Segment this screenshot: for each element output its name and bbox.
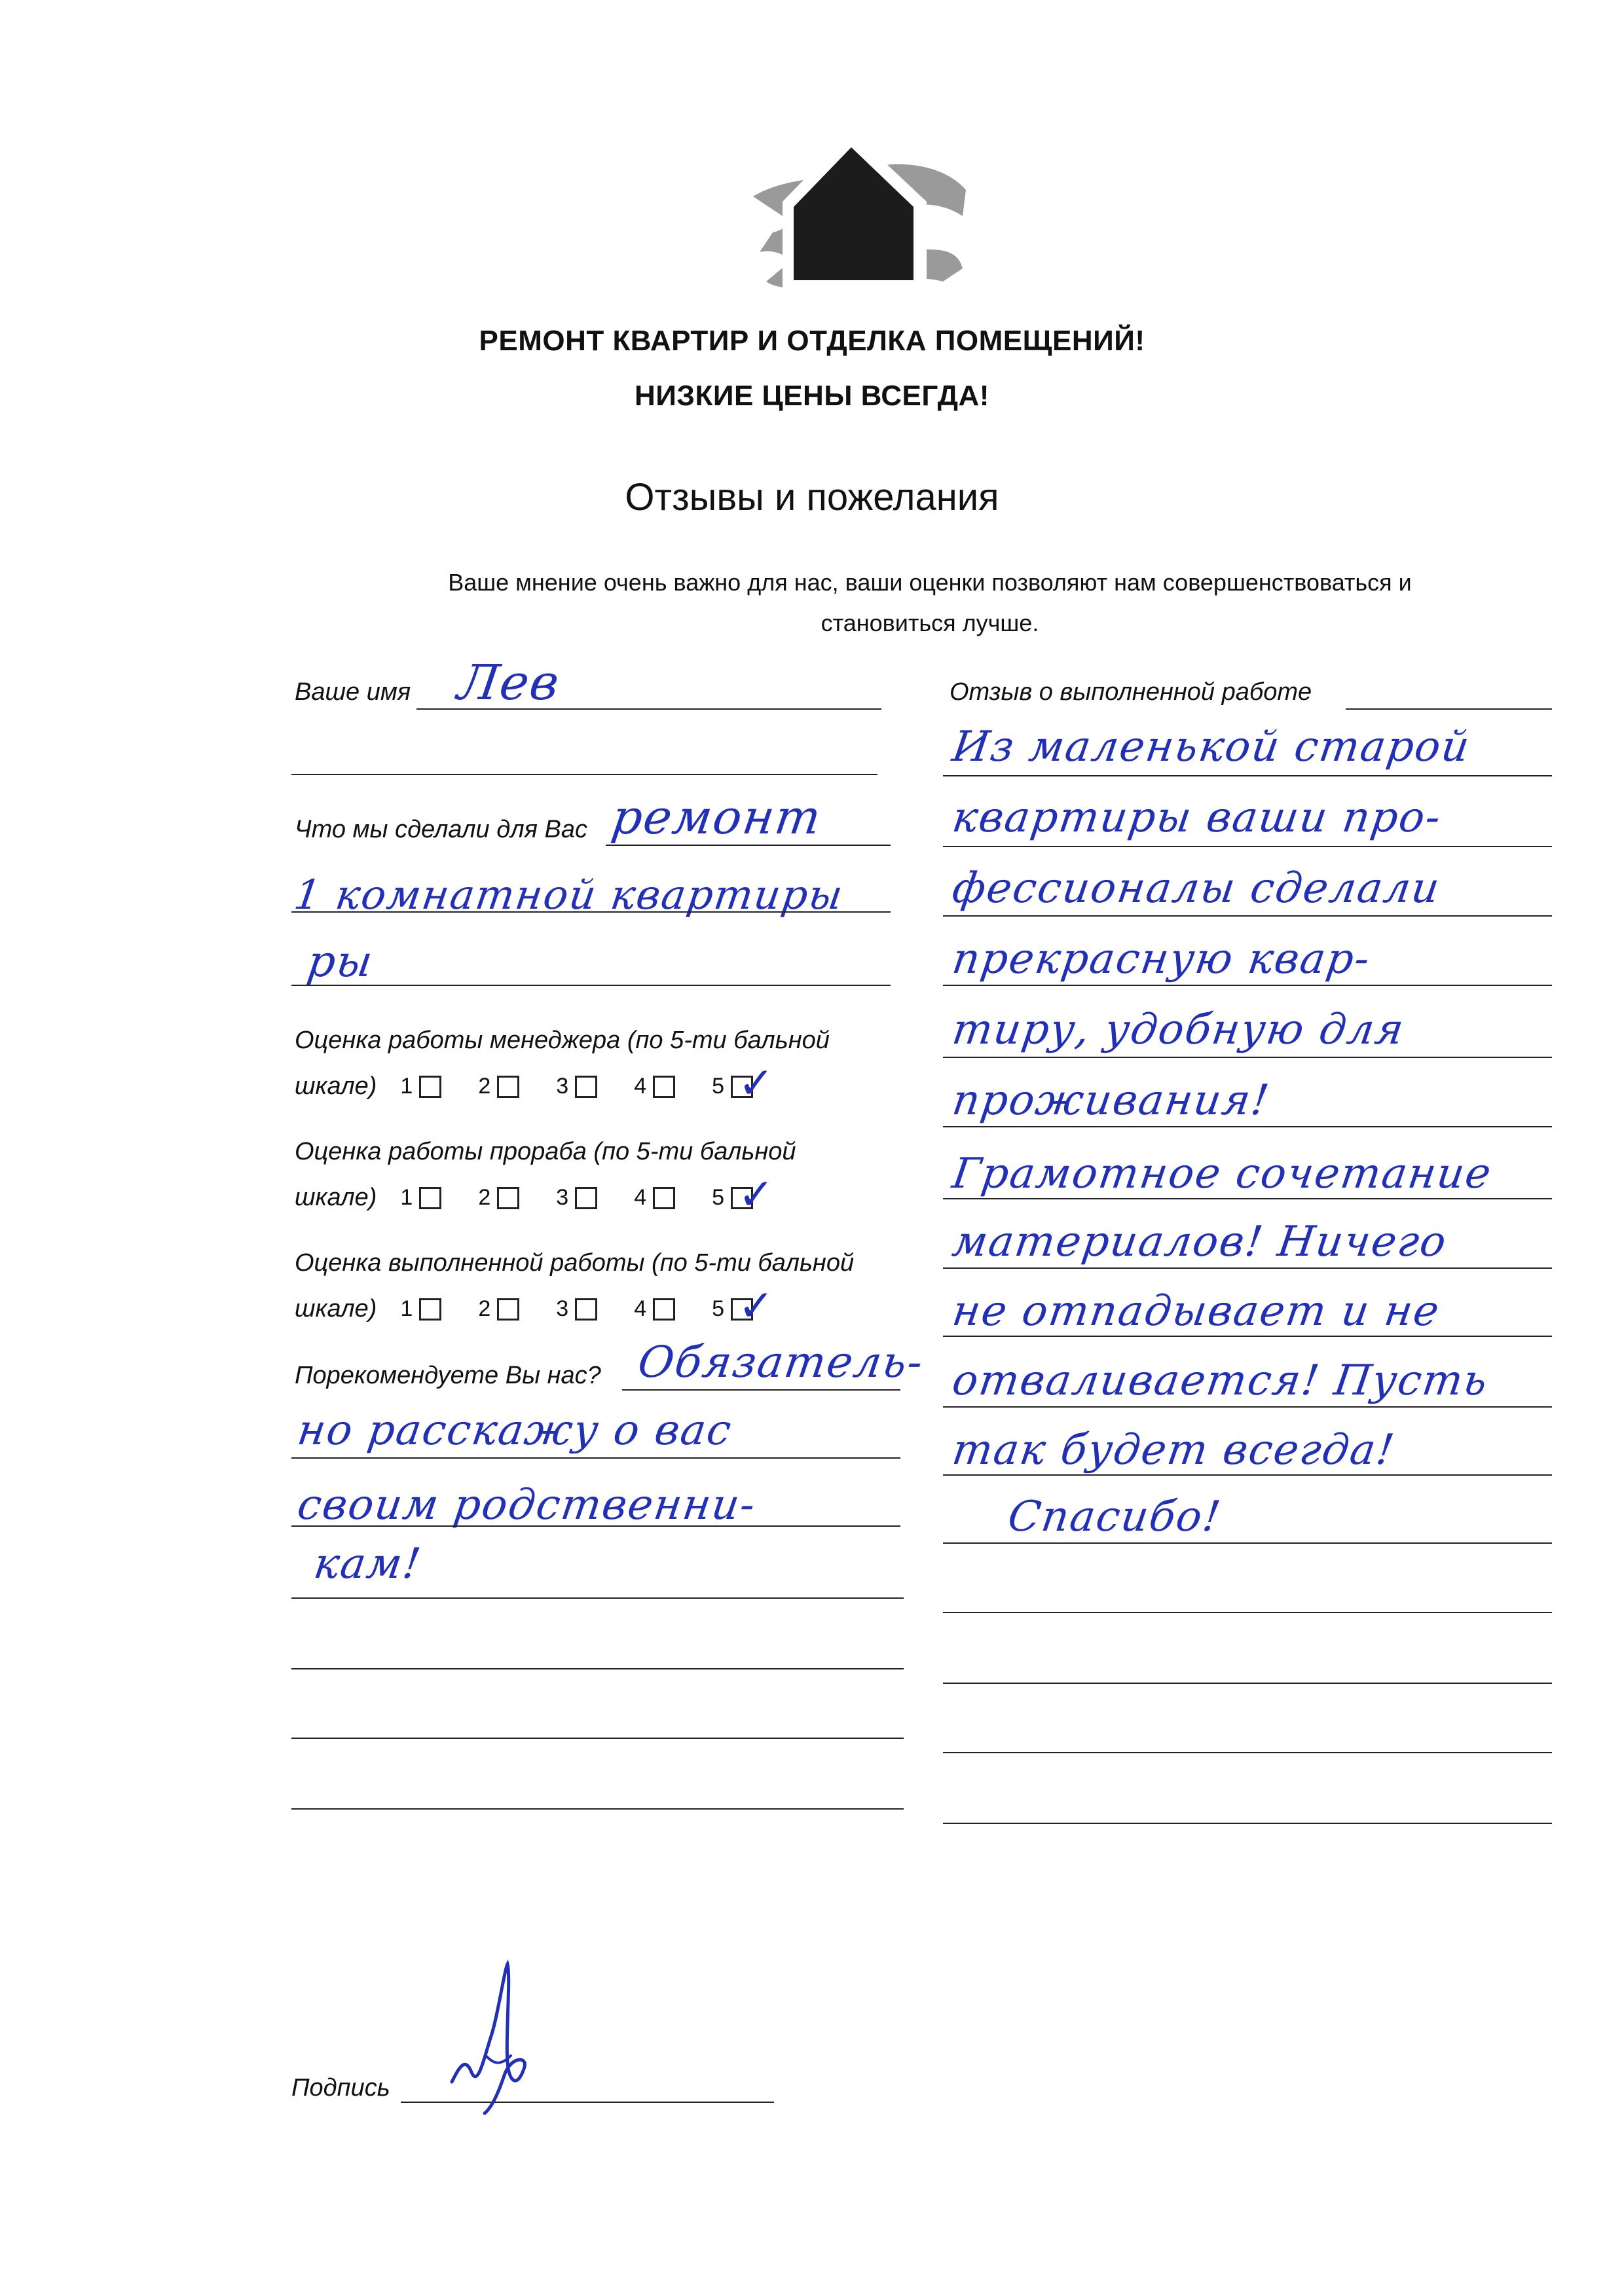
recommend-underline-6[interactable] (291, 1738, 904, 1739)
foreman-opt-5-label: 5 (712, 1185, 725, 1210)
work-scale-word: шкале) (295, 1295, 377, 1322)
work-opt-1-label: 1 (400, 1296, 413, 1321)
review-line-8: материалов! Ничего (949, 1218, 1450, 1266)
manager-opt-3-label: 3 (556, 1074, 569, 1099)
review-underline-14[interactable] (943, 1683, 1552, 1684)
work-rating-5-checkbox[interactable] (731, 1280, 775, 1331)
recommend-underline-4[interactable] (291, 1597, 904, 1599)
work-rating-1-checkbox[interactable] (419, 1298, 441, 1321)
foreman-rating-1-checkbox[interactable] (419, 1187, 441, 1209)
headline-line-1: РЕМОНТ КВАРТИР И ОТДЕЛКА ПОМЕЩЕНИЙ! (479, 325, 1145, 357)
recommend-underline-1[interactable] (622, 1389, 900, 1391)
check-mark-icon: ✓ (738, 1169, 775, 1220)
page-title: Отзывы и пожелания (625, 476, 999, 519)
foreman-rating-5-checkbox[interactable] (731, 1169, 775, 1220)
work-opt-4-label: 4 (634, 1296, 647, 1321)
review-underline-1[interactable] (943, 775, 1552, 776)
foreman-rating-3-checkbox[interactable] (575, 1187, 597, 1209)
manager-rating-3-checkbox[interactable] (575, 1076, 597, 1098)
manager-rating-1-checkbox[interactable] (419, 1076, 441, 1098)
did-handwritten-1: ремонт (608, 790, 826, 845)
review-underline-2[interactable] (943, 846, 1552, 847)
did-handwritten-2: 1 комнатной квартиры (291, 871, 847, 919)
handwritten-signature (445, 1958, 550, 2115)
foreman-opt-1-label: 1 (400, 1185, 413, 1210)
foreman-rating-label: Оценка работы прораба (по 5-ти бальной (295, 1138, 796, 1165)
check-mark-icon: ✓ (738, 1057, 775, 1108)
manager-opt-5-label: 5 (712, 1074, 725, 1099)
review-line-1: Из маленькой старой (949, 723, 1473, 771)
review-underline-13[interactable] (943, 1612, 1552, 1613)
did-underline-3[interactable] (291, 985, 891, 986)
foreman-rating-4-checkbox[interactable] (653, 1187, 675, 1209)
review-line-10: отваливается! Пусть (949, 1357, 1492, 1405)
intro-line-2: становиться лучше. (821, 610, 1039, 636)
foreman-scale-word: шкале) (295, 1184, 377, 1211)
work-rating-3-checkbox[interactable] (575, 1298, 597, 1321)
manager-rating-row (295, 1057, 790, 1108)
foreman-rating-2-checkbox[interactable] (497, 1187, 519, 1209)
manager-opt-2-label: 2 (478, 1074, 491, 1099)
work-rating-label: Оценка выполненной работы (по 5-ти бальной (295, 1249, 855, 1277)
recommend-underline-5[interactable] (291, 1668, 904, 1669)
manager-opt-4-label: 4 (634, 1074, 647, 1099)
review-underline-16[interactable] (943, 1823, 1552, 1824)
manager-opt-1-label: 1 (400, 1074, 413, 1099)
recommend-label: Порекомендуете Вы нас? (295, 1362, 601, 1389)
review-label: Отзыв о выполненной работе (950, 678, 1312, 706)
work-opt-2-label: 2 (478, 1296, 491, 1321)
review-underline-10[interactable] (943, 1406, 1552, 1408)
did-handwritten-3: ры (304, 936, 377, 987)
did-underline-2[interactable] (291, 911, 891, 913)
manager-rating-4-checkbox[interactable] (653, 1076, 675, 1098)
company-logo (747, 118, 969, 314)
review-underline-6[interactable] (943, 1126, 1552, 1127)
intro-line-1: Ваше мнение очень важно для нас, ваши оценки позволяют нам совершенствоваться и (448, 569, 1412, 596)
recommend-handwritten-4: кам! (310, 1540, 425, 1588)
work-opt-5-label: 5 (712, 1296, 725, 1321)
recommend-handwritten-2: но расскажу о вас (294, 1406, 735, 1455)
review-underline-7[interactable] (943, 1198, 1552, 1199)
manager-scale-word: шкале) (295, 1072, 377, 1100)
manager-rating-2-checkbox[interactable] (497, 1076, 519, 1098)
review-line-12: Спасибо! (1005, 1493, 1225, 1541)
review-underline-5[interactable] (943, 1057, 1552, 1058)
did-label: Что мы сделали для Вас (295, 816, 587, 843)
foreman-opt-2-label: 2 (478, 1185, 491, 1210)
work-rating-row (295, 1280, 790, 1331)
name-handwritten: Лев (454, 655, 564, 711)
recommend-underline-2[interactable] (291, 1457, 900, 1459)
foreman-opt-3-label: 3 (556, 1185, 569, 1210)
name-extra-line[interactable] (291, 774, 877, 775)
review-underline-0[interactable] (1346, 708, 1552, 710)
foreman-opt-4-label: 4 (634, 1185, 647, 1210)
recommend-underline-7[interactable] (291, 1808, 904, 1810)
name-label: Ваше имя (295, 678, 411, 706)
review-underline-9[interactable] (943, 1336, 1552, 1337)
headline-line-2: НИЗКИЕ ЦЕНЫ ВСЕГДА! (635, 380, 989, 412)
manager-rating-label: Оценка работы менеджера (по 5-ти бальной (295, 1027, 830, 1054)
review-underline-15[interactable] (943, 1752, 1552, 1753)
work-rating-4-checkbox[interactable] (653, 1298, 675, 1321)
review-underline-3[interactable] (943, 915, 1552, 917)
review-line-3: фессионалы сделали (949, 864, 1444, 913)
recommend-underline-3[interactable] (291, 1525, 900, 1527)
review-underline-11[interactable] (943, 1474, 1552, 1476)
review-underline-12[interactable] (943, 1542, 1552, 1544)
manager-rating-5-checkbox[interactable] (731, 1057, 775, 1108)
recommend-handwritten-1: Обязатель- (635, 1337, 927, 1387)
signature-label: Подпись (291, 2074, 390, 2102)
review-line-4: прекрасную квар- (949, 935, 1374, 983)
review-line-2: квартиры ваши про- (949, 793, 1445, 842)
review-line-6: проживания! (949, 1076, 1273, 1125)
review-line-5: тиру, удобную для (949, 1006, 1408, 1054)
check-mark-icon: ✓ (738, 1280, 775, 1331)
review-line-11: так будет всегда! (949, 1426, 1399, 1474)
work-rating-2-checkbox[interactable] (497, 1298, 519, 1321)
review-underline-8[interactable] (943, 1267, 1552, 1269)
recommend-handwritten-3: своим родственни- (294, 1481, 760, 1529)
did-underline-1[interactable] (606, 845, 891, 846)
work-opt-3-label: 3 (556, 1296, 569, 1321)
review-line-7: Грамотное сочетание (949, 1150, 1496, 1198)
review-line-9: не отпадывает и не (949, 1287, 1443, 1336)
foreman-rating-row (295, 1169, 790, 1220)
review-underline-4[interactable] (943, 985, 1552, 986)
